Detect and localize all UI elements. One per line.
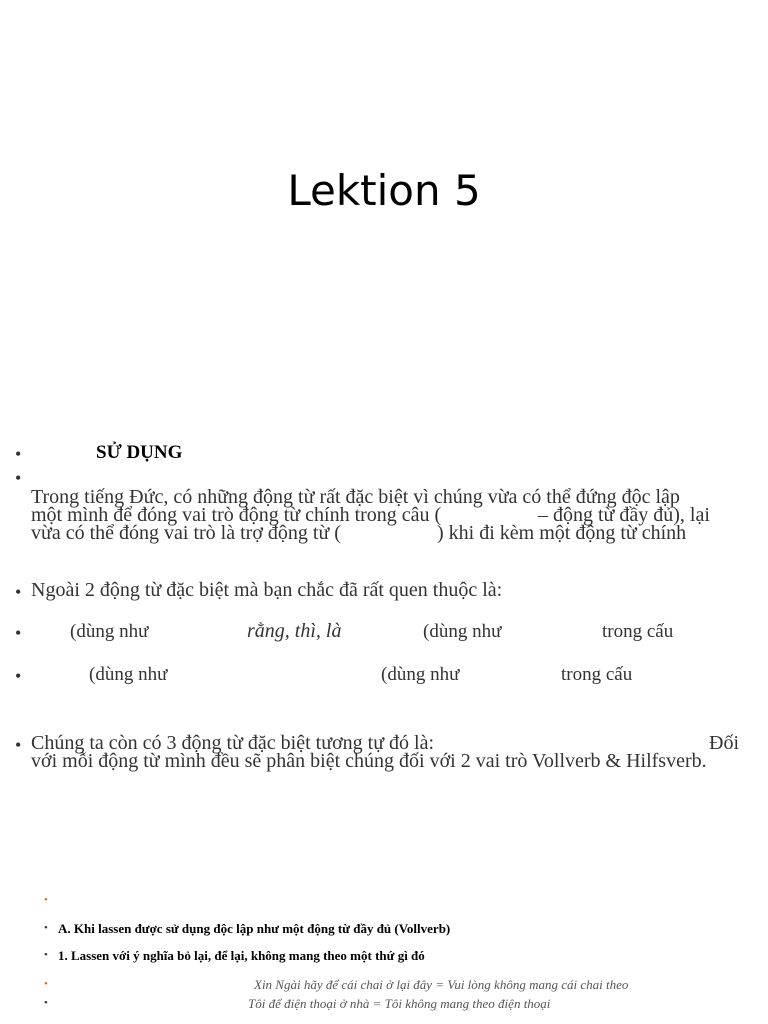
row2-usage-a: (dùng như — [89, 664, 168, 685]
three-verbs-line-1a: Chúng ta còn có 3 động từ đặc biệt tương tự đó là: — [31, 732, 435, 754]
bullet-marker: • — [44, 922, 48, 934]
row1-usage-d: trong cấu — [602, 621, 674, 642]
bullet-marker: • — [15, 582, 22, 602]
bullet-marker: • — [44, 949, 48, 961]
example-1: Xin Ngài hãy để cái chai ở lại đây = Vui lòng không mang cái chai theo — [254, 977, 629, 992]
row2-usage-c: (dùng như — [381, 664, 460, 685]
bullet-marker: • — [44, 997, 48, 1009]
three-verbs-line-2: với mỗi động từ mình đều sẽ phân biệt chúng đối với 2 vai trò Vollverb & Hilfsverb. — [31, 750, 707, 772]
intro-line-2a: một mình để đóng vai trò động từ chính trong câu ( — [31, 504, 442, 526]
three-verbs-line-1b: Đối — [709, 732, 739, 754]
intro-line-2b: – động từ đầy đủ), lại — [538, 504, 710, 526]
slide-title: Lektion 5 — [287, 166, 481, 215]
row2-usage-d: trong cấu — [561, 664, 633, 685]
orange-bullet-marker: • — [44, 894, 48, 906]
bullet-marker: • — [15, 444, 22, 464]
row1-meaning: rằng, thì, là — [247, 620, 342, 642]
bullet-marker: • — [15, 468, 22, 488]
row1-usage-c: (dùng như — [423, 621, 502, 642]
intro-line-1: Trong tiếng Đức, có những động từ rất đặc biệt vì chúng vừa có thể đứng độc lập — [31, 486, 680, 508]
section-a-heading: A. Khi lassen được sử dụng độc lập như một động từ đầy đủ (Vollverb) — [58, 921, 451, 936]
row1-usage-a: (dùng như — [70, 621, 149, 642]
familiar-verbs-text: Ngoài 2 động từ đặc biệt mà bạn chắc đã rất quen thuộc là: — [31, 579, 503, 601]
bullet-marker: • — [15, 666, 22, 686]
intro-line-3b: ) khi đi kèm một động từ chính — [437, 522, 687, 544]
example-2: Tôi để điện thoại ở nhà = Tôi không mang theo điện thoại — [248, 996, 551, 1011]
bullet-marker: • — [15, 623, 22, 643]
orange-bullet-marker: • — [44, 978, 48, 990]
section-heading: SỬ DỤNG — [96, 442, 183, 463]
item-1-heading: 1. Lassen với ý nghĩa bỏ lại, để lại, không mang theo một thứ gì đó — [58, 948, 425, 963]
intro-line-3a: vừa có thể đóng vai trò là trợ động từ ( — [31, 522, 341, 544]
bullet-marker: • — [15, 735, 22, 755]
